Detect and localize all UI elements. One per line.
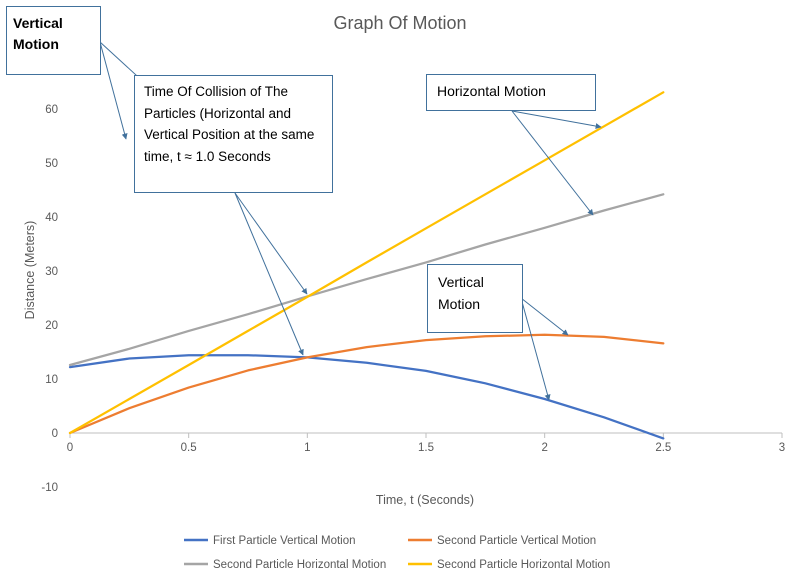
series-line-2: [70, 335, 663, 433]
legend-label: Second Particle Horizontal Motion: [437, 559, 611, 571]
x-tick-label: 1: [304, 442, 311, 454]
legend-label: Second Particle Horizontal Motion: [213, 559, 387, 571]
y-tick-label: 10: [45, 374, 58, 386]
chart-title: Graph Of Motion: [333, 13, 467, 33]
y-tick-label: 40: [45, 212, 58, 224]
callout-arrow: [512, 111, 593, 215]
callout-vertical-motion-middle: Vertical Motion: [427, 264, 523, 333]
legend-label: Second Particle Vertical Motion: [437, 535, 597, 547]
legend-label: First Particle Vertical Motion: [213, 535, 356, 547]
callout-arrow: [100, 42, 126, 139]
y-tick-label: 30: [45, 266, 58, 278]
callout-arrow: [521, 298, 549, 400]
callout-arrow: [512, 111, 601, 127]
y-tick-label: -10: [41, 482, 58, 494]
y-tick-label: 60: [45, 104, 58, 116]
x-tick-label: 1.5: [418, 442, 434, 454]
x-tick-label: 0: [66, 442, 74, 454]
callout-collision-time: Time Of Collision of The Particles (Horizontal and Vertical Position at the same time, t ≈ 1.0 Seconds: [134, 75, 333, 193]
x-tick-label: 3: [778, 442, 786, 454]
callout-arrow: [521, 298, 568, 335]
callout-vertical-motion-top: Vertical Motion: [6, 6, 101, 75]
x-tick-label: 2.5: [655, 442, 672, 454]
x-axis-label: Time, t (Seconds): [375, 493, 475, 507]
y-tick-label: 20: [45, 320, 58, 332]
y-tick-label: 0: [51, 428, 58, 440]
callout-horizontal-motion: Horizontal Motion: [426, 74, 596, 111]
x-tick-label: 0.5: [180, 442, 197, 454]
y-axis-label: Distance (Meters): [23, 220, 37, 320]
series-line-3: [70, 194, 663, 365]
legend: [184, 535, 610, 571]
y-tick-label: 50: [45, 158, 58, 170]
x-tick-label: 2: [541, 442, 548, 454]
